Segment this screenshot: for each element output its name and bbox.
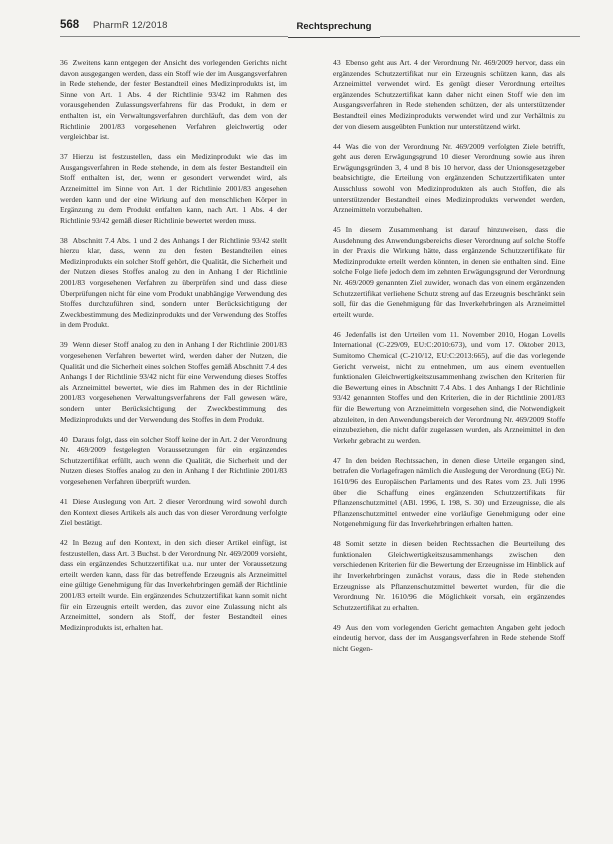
- paragraph: [333, 330, 565, 447]
- paragraph-number: 36: [60, 58, 68, 67]
- paragraph-text: Diese Auslegung von Art. 2 dieser Verordnung wird sowohl durch den Kontext dieses Artikels als auch das von dieser Verordnung verfolgte Ziel bestätigt.: [60, 496, 287, 528]
- paragraph-number: 44: [333, 141, 341, 151]
- paragraph: [333, 225, 565, 320]
- left-column: [60, 58, 287, 643]
- paragraph-text: Jedenfalls ist den Urteilen vom 11. November 2010, Hogan Lovells International (C-229/09, EU:C:2010:673), und vom 17. Oktober 2013, Sumitomo Chemical (C-210/12, EU:C:2013:665), auf die das vorlegende Gericht verweist, nicht zu entnehmen, um aus einem eventuellen funktionalen Gleichwertigkeitszusammenhang zwischen den Kriterien für die Bewertung eines in Abschnitt 7.4 Abs. 1 des Anhangs I der Richtlinie 93/42 genannten Stoffes und den Kriterien, die in der Richtlinie 2001/83 für die Bewertung von Arzneimitteln vorgesehen sind, die Notwendigkeit abzuleiten, in den Anwendungsbereich der Verordnung Nr. 469/2009 Stoffe einzubeziehen, die nicht dafür zugelassen wurden, als Arzneimittel in den Verkehr gebracht zu werden.: [333, 329, 565, 445]
- paragraph-text: Abschnitt 7.4 Abs. 1 und 2 des Anhangs I der Richtlinie 93/42 stellt hierzu klar, dass, wenn zu den festen Bestandteilen eines Medizinprodukts ein solcher Stoff gehört, die Qualität, die Sicherheit und der Nutzen dieses Stoffes analog zu den in Anhang I der Richtlinie 2001/83 vorgesehenen Verfahren zu überprüfen sind und dass diese Überprüfungen nicht für eine vom Produkt unabhängige Verwendung des Stoffes durchzuführen sind, sondern unter Berücksichtigung der Zweckbestimmung des Medizinprodukts und der Verwendung des Stoffes in dem Produkt.: [60, 235, 287, 330]
- header-rule-right: [380, 36, 580, 37]
- paragraph-number: 38: [60, 235, 68, 245]
- paragraph-number: 49: [333, 622, 341, 632]
- paragraph-text: Hierzu ist festzustellen, dass ein Medizinprodukt wie das im Ausgangsverfahren in Rede stehende, in dem als fester Bestandteil ein Stoff enthalten ist, der, wenn er gesondert verwendet wird, als Arzneimittel im Sinne von Art. 1 der Richtlinie 2001/83 angesehen werden kann und der eine Wirkung auf den menschlichen Körper in Ergänzung zu dem Produkt entfalten kann, nach Art. 1 Abs. 4 der Richtlinie 93/42 gemäß dieser Richtlinie bewertet werden muss.: [60, 152, 287, 225]
- paragraph-text: Wenn dieser Stoff analog zu den in Anhang I der Richtlinie 2001/83 vorgesehenen Verfahren bewertet wird, werden daher der Nutzen, die Qualität und die Sicherheit eines solchen Stoffes gemäß Abschnitt 7.4 des Anhangs I der Richtlinie 93/42 nicht für eine Verwendung dieses Stoffes als Arzneimittel bewertet, wie dies im Rahmen des in der Richtlinie 2001/83 vorgesehenen Verwaltungsverfahrens der Fall gewesen wäre, sondern unter Berücksichtigung der Zweckbestimmung des Medizinprodukts und der Verwendung des Stoffes in dem Produkt.: [60, 340, 287, 424]
- paragraph-text: In den beiden Rechtssachen, in denen diese Urteile ergangen sind, betrafen die Vorlagefragen nämlich die Auslegung der Verordnung (EG) Nr. 1610/96 des Europäischen Parlaments und des Rates vom 23. Juli 1996 über die Schaffung eines ergänzenden Schutzzertifikats für Pflanzenschutzmittel (ABl. 1996, L 198, S. 30) und Erzeugnisse, die als Pflanzenschutzmittel entweder eine vorläufige Genehmigung oder eine Notgenehmigung für das Inverkehrbringen erhalten hatten.: [333, 455, 565, 529]
- paragraph-number: 42: [60, 538, 68, 548]
- paragraph: [60, 340, 287, 425]
- page-header: [60, 17, 580, 39]
- paragraph: [60, 435, 287, 488]
- right-column: [333, 58, 565, 664]
- paragraph-text: Was die von der Verordnung Nr. 469/2009 verfolgten Ziele betrifft, geht aus deren Erwägungsgrund 10 dieser Verordnung sowie aus ihren Erwägungsgründen 3, 4 und 8 bis 10 hervor, dass der Unionsgesetzgeber beabsichtigte, die Erteilung von ergänzenden Schutzzertifikaten unter Ausschluss sowohl von Medizinprodukten als auch Stoffen, die als unterstützender Bestandteil eines Medizinprodukts verwendet werden, Arzneimitteln vorzubehalten.: [333, 141, 565, 215]
- paragraph-text: Daraus folgt, dass ein solcher Stoff keine der in Art. 2 der Verordnung Nr. 469/2009 festgelegten Voraussetzungen für ein ergänzendes Schutzzertifikat erfüllt, auch wenn die Qualität, die Sicherheit und der Nutzen dieses Stoffes analog zu den in Anhang I der Richtlinie 2001/83 vorgesehenen Verfahren überprüft wurden.: [60, 434, 287, 486]
- paragraph-number: 48: [333, 539, 341, 549]
- paragraph: [60, 152, 287, 226]
- paragraph: [333, 58, 565, 132]
- paragraph: [333, 623, 565, 655]
- paragraph: [333, 456, 565, 530]
- paragraph-number: 46: [333, 329, 341, 339]
- paragraph-text: Somit setzte in diesen beiden Rechtssachen die Beurteilung des funktionalen Gleichwertigkeitszusammenhangs zwischen den verschiedenen Kriterien für die Bewertung der Erzeugnisse im Hinblick auf ihr Inverkehrbringen zunächst voraus, dass die in Rede stehenden Erzeugnisse als Pflanzenschutzmittel bewertet wurden, für die die Verordnung Nr. 1610/96 die Möglichkeit vorsah, ein ergänzendes Schutzzertifikat zu erhalten.: [333, 539, 565, 612]
- header-rule-left: [60, 36, 288, 37]
- paragraph-number: 43: [333, 58, 341, 67]
- paragraph-text: Aus den vom vorlegenden Gericht gemachten Angaben geht jedoch eindeutig hervor, dass der im Ausgangsverfahren in Rede stehende Stoff nicht Gegen-: [333, 622, 565, 654]
- paragraph-text: In diesem Zusammenhang ist darauf hinzuweisen, dass die Ausdehnung des Anwendungsbereichs dieser Verordnung auf solche Stoffe in der Praxis die Wirkung hätte, dass ergänzende Schutzzertifikate für Medizinprodukte erteilt werden könnten, in denen sie enthalten sind. Eine solche Folge liefe jedoch dem im zehnten Erwägungsgrund der Verordnung Nr. 469/2009 genannten Ziel zuwider, wonach das von einem ergänzenden Schutzzertifikat verliehene Schutz streng auf das Erzeugnis beschränkt sein soll, für das die Genehmigung für das Inverkehrbringen als Arzneimittel erteilt wurde.: [333, 225, 565, 319]
- page-number: 568: [60, 19, 80, 31]
- paragraph: [60, 497, 287, 529]
- paragraph: [333, 539, 565, 613]
- section-title: Rechtsprechung: [288, 21, 380, 38]
- paragraph: [60, 538, 287, 633]
- paragraph-number: 40: [60, 434, 68, 444]
- paragraph-number: 47: [333, 455, 341, 465]
- paragraph: [60, 236, 287, 331]
- paragraph-number: 37: [60, 152, 68, 162]
- paragraph-text: Zweitens kann entgegen der Ansicht des vorlegenden Gerichts nicht davon ausgegangen werden, dass ein Stoff wie der im Ausgangsverfahren in Rede stehende, der fester Bestandteil eines Medizinprodukts ist, im Sinne von Art. 1 Abs. 4 der Richtlinie 93/42 im Rahmen des vorausgehenden Zulassungsverfahrens für das Produkt, in dem er enthalten ist, ein Verwaltungsverfahren durchläuft, das dem von der Richtlinie 2001/83 vorgesehenen Verfahren gleichwertig oder vergleichbar ist.: [60, 58, 287, 142]
- paragraph: [333, 142, 565, 216]
- paragraph-text: Ebenso geht aus Art. 4 der Verordnung Nr. 469/2009 hervor, dass ein ergänzendes Schutzzertifikat nur ein Erzeugnis schützen kann, das als Arzneimittel verwendet wird. Es genügt dieser Verordnung erteiltes ergänzendes Schutzzertifikat kann daher nicht einen Stoff wie den im Ausgangsverfahren in Rede stehenden schützen, der als unterstützender Bestandteil eines Medizinprodukts verwendet wird und zur Verhältnis zu der von diesem ausgeübten Funktion nur unterstützend wirkt.: [333, 58, 565, 131]
- paragraph-number: 39: [60, 340, 68, 350]
- journal-reference: PharmR 12/2018: [93, 20, 168, 31]
- paragraph-number: 45: [333, 225, 341, 235]
- paragraph: [60, 58, 287, 143]
- paragraph-text: In Bezug auf den Kontext, in den sich dieser Artikel einfügt, ist festzustellen, dass Art. 3 Buchst. b der Verordnung Nr. 469/2009 vorsieht, dass ein ergänzendes Schutzzertifikat u.a. nur unter der Voraussetzung erteilt werden kann, dass für das betreffende Erzeugnis als Arzneimittel eine gültige Genehmigung für das Inverkehrbringen gemäß der Richtlinie 2001/83 erteilt wurde. Ein ergänzendes Schutzzertifikat kann somit nicht für ein Erzeugnis erteilt werden, das zuvor eine Zulassung nicht als Arzneimittel, sondern als Stoff, der fester Bestandteil eines Medizinprodukts ist, erhalten hat.: [60, 538, 287, 632]
- paragraph-number: 41: [60, 496, 68, 506]
